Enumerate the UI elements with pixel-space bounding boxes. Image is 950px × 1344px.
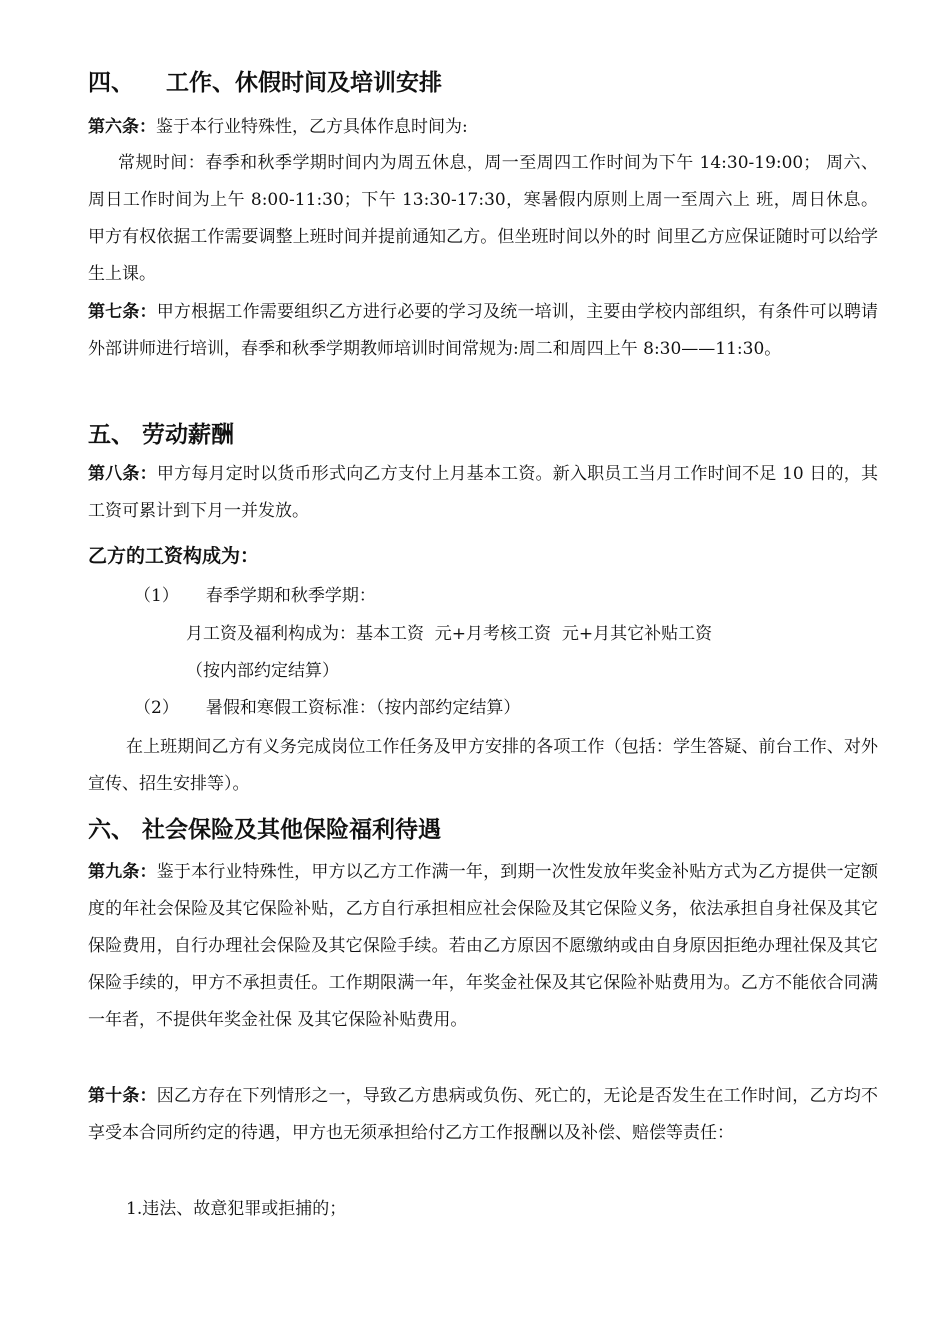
section5-heading: 五、 劳动薪酬 bbox=[88, 422, 235, 448]
article10-text: 因乙方存在下列情形之一，导致乙方患病或负伤、死亡的，无论是否发生在工作时间，乙方均不享受本合同所约定的待遇，甲方也无须承担给付乙方工作报酬以及补偿、赔偿等责任： bbox=[88, 1086, 879, 1143]
article7 bbox=[88, 294, 878, 368]
wage-structure-heading: 乙方的工资构成为： bbox=[88, 545, 260, 567]
wage-item-1-note: （按内部约定结算） bbox=[186, 661, 339, 681]
article9 bbox=[88, 854, 878, 1039]
section4-heading: 四、 工作、休假时间及培训安排 bbox=[88, 70, 443, 96]
wage-item-1-detail: 月工资及福利构成为：基本工资 元+月考核工资 元+月其它补贴工资 bbox=[186, 624, 713, 644]
duty-paragraph: 在上班期间乙方有义务完成岗位工作任务及甲方安排的各项工作（包括：学生答疑、前台工作、对外宣传、招生安排等）。 bbox=[88, 737, 878, 794]
article6-label: 第六条： bbox=[88, 117, 156, 137]
article7-text: 甲方根据工作需要组织乙方进行必要的学习及统一培训，主要由学校内部组织，有条件可以聘请外部讲师进行培训，春季和秋季学期教师培训时间常规为:周二和周四上午 8:30——11:30。 bbox=[88, 302, 879, 359]
wage-item-2: （2） 暑假和寒假工资标准：（按内部约定结算） bbox=[134, 698, 521, 718]
wage-item-1: （1） 春季学期和秋季学期： bbox=[134, 586, 376, 606]
article8-label: 第八条： bbox=[88, 464, 157, 484]
article7-label: 第七条： bbox=[88, 302, 157, 322]
article10 bbox=[88, 1078, 878, 1152]
article10-label: 第十条： bbox=[88, 1086, 157, 1106]
article8-text: 甲方每月定时以货币形式向乙方支付上月基本工资。新入职员工当月工作时间不足 10 日的，其工资可累计到下月一并发放。 bbox=[88, 464, 878, 521]
article8 bbox=[88, 456, 878, 530]
article9-label: 第九条： bbox=[88, 862, 157, 882]
article6-text: 鉴于本行业特殊性，乙方具体作息时间为: bbox=[156, 117, 468, 137]
article9-text: 鉴于本行业特殊性，甲方以乙方工作满一年，到期一次性发放年奖金补贴方式为乙方提供一定额度的年社会保险及其它保险补贴，乙方自行承担相应社会保险及其它保险义务，依法承担自身社保及其它保险费用，自行办理社会保险及其它保险手续。若由乙方原因不愿缴纳或由自身原因拒绝办理社保及其它保险手续的，甲方不承担责任。工作期限满一年，年奖金社保及其它保险补贴费用为。乙方不能依合同满一年者，不提供年奖金社保 及其它保险补贴费用。 bbox=[88, 862, 879, 1030]
list-item-1: 1.违法、故意犯罪或拒捕的； bbox=[126, 1199, 347, 1219]
section6-heading: 六、 社会保险及其他保险福利待遇 bbox=[88, 817, 442, 843]
routine-time-paragraph: 常规时间：春季和秋季学期时间内为周五休息，周一至周四工作时间为下午 14:30-19:00； 周六、周日工作时间为上午 8:00-11:30；下午 13:30-17:30，寒暑假内原则上周一至周六上 班，周日休息。甲方有权依据工作需要调整上班时间并提前通知乙方。但坐班时间以外的时 间里乙方应保证随时可以给学生上课。 bbox=[88, 153, 878, 284]
article6 bbox=[88, 109, 878, 146]
